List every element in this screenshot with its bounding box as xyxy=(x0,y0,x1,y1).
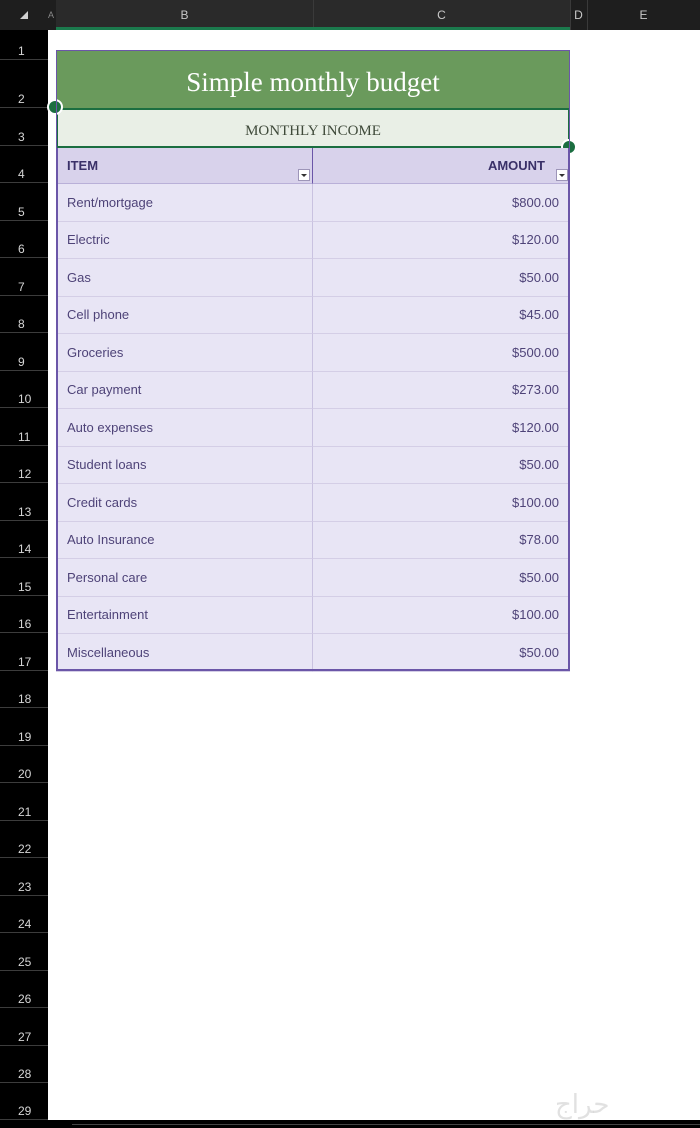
row-number: 28 xyxy=(18,1067,32,1081)
table-row xyxy=(56,559,570,597)
row-header-7[interactable] xyxy=(0,258,48,296)
table-row xyxy=(56,484,570,522)
row-header-21[interactable] xyxy=(0,783,48,821)
select-all-icon xyxy=(20,11,28,19)
item-cell[interactable]: Entertainment xyxy=(56,597,313,635)
table-row xyxy=(56,409,570,447)
row-number: 20 xyxy=(18,767,32,781)
row-number: 14 xyxy=(18,542,32,556)
row-number: 15 xyxy=(18,580,32,594)
item-cell[interactable]: Gas xyxy=(56,259,313,297)
row-number: 6 xyxy=(18,242,25,256)
table-row xyxy=(56,522,570,560)
table-row xyxy=(56,372,570,410)
column-header-b[interactable]: B xyxy=(56,0,313,30)
item-header-label: ITEM xyxy=(67,158,99,173)
row-header-18[interactable] xyxy=(0,671,48,708)
table-row xyxy=(56,184,570,222)
row-header-12[interactable] xyxy=(0,446,48,483)
row-header-27[interactable] xyxy=(0,1008,48,1046)
table-row xyxy=(56,259,570,297)
column-header-d[interactable]: D xyxy=(570,0,587,30)
row-number: 7 xyxy=(18,280,25,294)
select-all-corner[interactable] xyxy=(0,0,48,30)
amount-cell[interactable]: $78.00 xyxy=(313,522,570,560)
row-header-3[interactable] xyxy=(0,108,48,146)
table-row xyxy=(56,297,570,335)
row-header-25[interactable] xyxy=(0,933,48,971)
amount-cell[interactable]: $100.00 xyxy=(313,484,570,522)
column-header-bar xyxy=(0,0,700,30)
row-number: 25 xyxy=(18,955,32,969)
column-header-e[interactable]: E xyxy=(639,8,648,22)
table-row xyxy=(56,447,570,485)
item-cell[interactable]: Auto expenses xyxy=(56,409,313,447)
row-number: 1 xyxy=(18,44,25,58)
item-cell[interactable]: Credit cards xyxy=(56,484,313,522)
amount-cell[interactable]: $273.00 xyxy=(313,372,570,410)
amount-cell[interactable]: $120.00 xyxy=(313,409,570,447)
row-number: 9 xyxy=(18,355,25,369)
item-cell[interactable]: Rent/mortgage xyxy=(56,184,313,222)
row-number: 27 xyxy=(18,1030,32,1044)
amount-header-label: AMOUNT xyxy=(487,158,545,173)
monthly-income-cell[interactable]: MONTHLY INCOME xyxy=(56,108,570,148)
row-divider[interactable] xyxy=(0,1119,48,1120)
item-cell[interactable]: Miscellaneous xyxy=(56,634,313,672)
amount-header-cell[interactable] xyxy=(313,148,570,184)
column-divider[interactable] xyxy=(587,0,588,30)
sheet-tab-divider xyxy=(72,1124,700,1125)
item-cell[interactable]: Electric xyxy=(56,222,313,260)
selection-handle-start[interactable] xyxy=(47,99,63,115)
item-filter-dropdown-icon[interactable] xyxy=(298,169,310,181)
watermark-logo: حراج xyxy=(555,1090,610,1120)
row-header-17[interactable] xyxy=(0,633,48,671)
table-header-row xyxy=(56,148,570,184)
row-number: 29 xyxy=(18,1104,32,1118)
row-number: 8 xyxy=(18,317,25,331)
row-number: 4 xyxy=(18,167,25,181)
amount-filter-dropdown-icon[interactable] xyxy=(556,169,568,181)
row-number: 3 xyxy=(18,130,25,144)
row-number: 21 xyxy=(18,805,32,819)
row-header-24[interactable] xyxy=(0,896,48,933)
row-header-13[interactable] xyxy=(0,483,48,521)
amount-cell[interactable]: $50.00 xyxy=(313,447,570,485)
row-header-22[interactable] xyxy=(0,821,48,858)
amount-cell[interactable]: $50.00 xyxy=(313,634,570,672)
amount-cell[interactable]: $120.00 xyxy=(313,222,570,260)
table-row xyxy=(56,634,570,672)
row-header-26[interactable] xyxy=(0,971,48,1008)
amount-cell[interactable]: $500.00 xyxy=(313,334,570,372)
row-header-20[interactable] xyxy=(0,746,48,783)
amount-cell[interactable]: $100.00 xyxy=(313,597,570,635)
row-number: 2 xyxy=(18,92,25,106)
row-header-bar xyxy=(0,30,48,1128)
row-number: 16 xyxy=(18,617,32,631)
row-header-5[interactable] xyxy=(0,183,48,221)
row-header-1[interactable] xyxy=(0,30,48,60)
row-header-15[interactable] xyxy=(0,558,48,596)
row-header-8[interactable] xyxy=(0,296,48,333)
row-header-2[interactable] xyxy=(0,60,48,108)
row-number: 10 xyxy=(18,392,32,406)
row-number: 5 xyxy=(18,205,25,219)
row-number: 23 xyxy=(18,880,32,894)
row-header-16[interactable] xyxy=(0,596,48,633)
item-header-cell[interactable] xyxy=(56,148,313,184)
row-number: 12 xyxy=(18,467,32,481)
row-header-19[interactable] xyxy=(0,708,48,746)
row-number: 26 xyxy=(18,992,32,1006)
row-number: 24 xyxy=(18,917,32,931)
item-cell[interactable]: Personal care xyxy=(56,559,313,597)
budget-title-cell[interactable]: Simple monthly budget xyxy=(56,50,570,108)
row-number: 17 xyxy=(18,655,32,669)
column-divider[interactable] xyxy=(570,0,571,30)
amount-cell[interactable]: $50.00 xyxy=(313,259,570,297)
column-header-a[interactable]: A xyxy=(48,10,55,20)
row-number: 13 xyxy=(18,505,32,519)
row-header-14[interactable] xyxy=(0,521,48,558)
row-header-6[interactable] xyxy=(0,221,48,258)
amount-cell[interactable]: $50.00 xyxy=(313,559,570,597)
row-header-10[interactable] xyxy=(0,371,48,408)
row-header-9[interactable] xyxy=(0,333,48,371)
row-number: 18 xyxy=(18,692,32,706)
item-cell[interactable]: Student loans xyxy=(56,447,313,485)
row-header-23[interactable] xyxy=(0,858,48,896)
row-header-4[interactable] xyxy=(0,146,48,183)
table-row xyxy=(56,334,570,372)
amount-cell[interactable]: $800.00 xyxy=(313,184,570,222)
budget-table xyxy=(56,148,570,672)
item-cell[interactable]: Groceries xyxy=(56,334,313,372)
table-body xyxy=(56,184,570,672)
row-number: 22 xyxy=(18,842,32,856)
column-divider[interactable] xyxy=(313,0,314,30)
item-cell[interactable]: Car payment xyxy=(56,372,313,410)
amount-cell[interactable]: $45.00 xyxy=(313,297,570,335)
row-number: 19 xyxy=(18,730,32,744)
table-row xyxy=(56,597,570,635)
row-number: 11 xyxy=(18,430,31,444)
row-header-29[interactable] xyxy=(0,1083,48,1120)
item-cell[interactable]: Cell phone xyxy=(56,297,313,335)
item-cell[interactable]: Auto Insurance xyxy=(56,522,313,560)
row-header-11[interactable] xyxy=(0,408,48,446)
column-header-c[interactable]: C xyxy=(313,0,570,30)
row-header-28[interactable] xyxy=(0,1046,48,1083)
table-row xyxy=(56,222,570,260)
